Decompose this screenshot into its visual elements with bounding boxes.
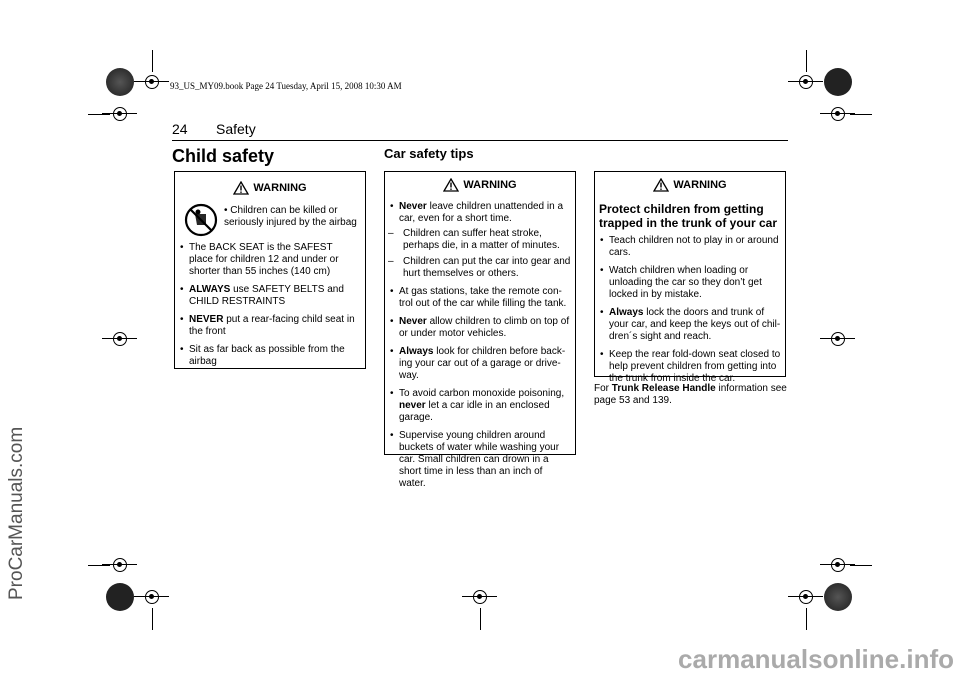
bottom-watermark: carmanualsonline.info [678, 644, 954, 674]
no-child-seat-icon [184, 203, 218, 237]
list-item: • Keep the rear fold-down seat closed to help prevent children from getting into the trunk from inside the car. [597, 349, 781, 385]
list-item: • Always look for children before back-ing your car out of a garage or drive-way. [387, 346, 571, 382]
list-item: • The BACK SEAT is the SAFEST place for children 12 and under or shorter than 55 inches (140 cm) [177, 242, 357, 278]
trunk-warning-list [597, 235, 781, 391]
registration-disk-icon [106, 68, 134, 96]
airbag-intro: • Children can be killed or seriously injured by the airbag [224, 205, 357, 228]
list-item: • Never leave children unattended in a car, even for a short time. [387, 201, 571, 225]
registration-disk-icon [824, 583, 852, 611]
trunk-release-note: For Trunk Release Handle information see page 53 and 139. [594, 383, 787, 406]
crosshair-icon [145, 75, 159, 89]
airbag-warning-list [177, 242, 357, 374]
list-item: • Always lock the doors and trunk of your car, and keep the keys out of chil-dren´s sight and reach. [597, 307, 781, 343]
crosshair-icon [145, 590, 159, 604]
warning-triangle-icon [653, 178, 669, 192]
trunk-warning-box [594, 171, 786, 384]
file-info: 93_US_MY09.book Page 24 Tuesday, April 15, 2008 10:30 AM [170, 81, 402, 91]
list-item: • Sit as far back as possible from the airbag [177, 344, 357, 368]
crosshair-icon [113, 332, 127, 346]
list-item: • NEVER put a rear-facing child seat in the front [177, 314, 357, 338]
list-item: • To avoid carbon monoxide poisoning, never let a car idle in an enclosed garage. [387, 388, 571, 424]
list-item: – Children can suffer heat stroke, perhaps die, in a matter of minutes. [387, 228, 571, 252]
airbag-warning-box [174, 171, 366, 369]
page-title: Child safety [172, 146, 275, 166]
list-item: • Never allow children to climb on top of or under motor vehicles. [387, 316, 571, 340]
list-item: • Watch children when loading or unloading the car so they don’t get locked in by mistake. [597, 265, 781, 301]
crosshair-icon [473, 590, 487, 604]
header-rule [172, 140, 788, 141]
page-number: 24 [172, 121, 188, 137]
list-item: • ALWAYS use SAFETY BELTS and CHILD RESTRAINTS [177, 284, 357, 308]
registration-disk-icon [106, 583, 134, 611]
list-item: • Teach children not to play in or around cars. [597, 235, 781, 259]
warning-header [385, 178, 575, 192]
crosshair-icon [831, 558, 845, 572]
warning-header [595, 178, 785, 192]
airbag-intro-text: Children can be killed or seriously injured by the airbag [224, 205, 357, 228]
crosshair-icon [799, 75, 813, 89]
warning-label: WARNING [673, 178, 727, 191]
crosshair-icon [831, 107, 845, 121]
warning-triangle-icon [233, 181, 249, 195]
list-item: – Children can put the car into gear and hurt themselves or others. [387, 256, 571, 280]
list-item: • Supervise young children around buckets of water while washing your car. Small children can drown in a short time in less than an inch of water. [387, 430, 571, 490]
car-safety-list [387, 201, 571, 496]
registration-disk-icon [824, 68, 852, 96]
trunk-warning-heading: Protect children from getting trapped in the trunk of your car [599, 202, 778, 230]
warning-label: WARNING [253, 181, 307, 194]
crosshair-icon [799, 590, 813, 604]
warning-triangle-icon [443, 178, 459, 192]
crosshair-icon [113, 107, 127, 121]
section-name: Safety [216, 121, 256, 137]
side-watermark: ProCarManuals.com [6, 426, 27, 600]
warning-header [175, 181, 365, 195]
crosshair-icon [831, 332, 845, 346]
car-safety-tips-title: Car safety tips [384, 146, 474, 161]
list-item: • At gas stations, take the remote con-trol out of the car while filling the tank. [387, 286, 571, 310]
crosshair-icon [113, 558, 127, 572]
warning-label: WARNING [463, 178, 517, 191]
car-safety-warning-box [384, 171, 576, 489]
